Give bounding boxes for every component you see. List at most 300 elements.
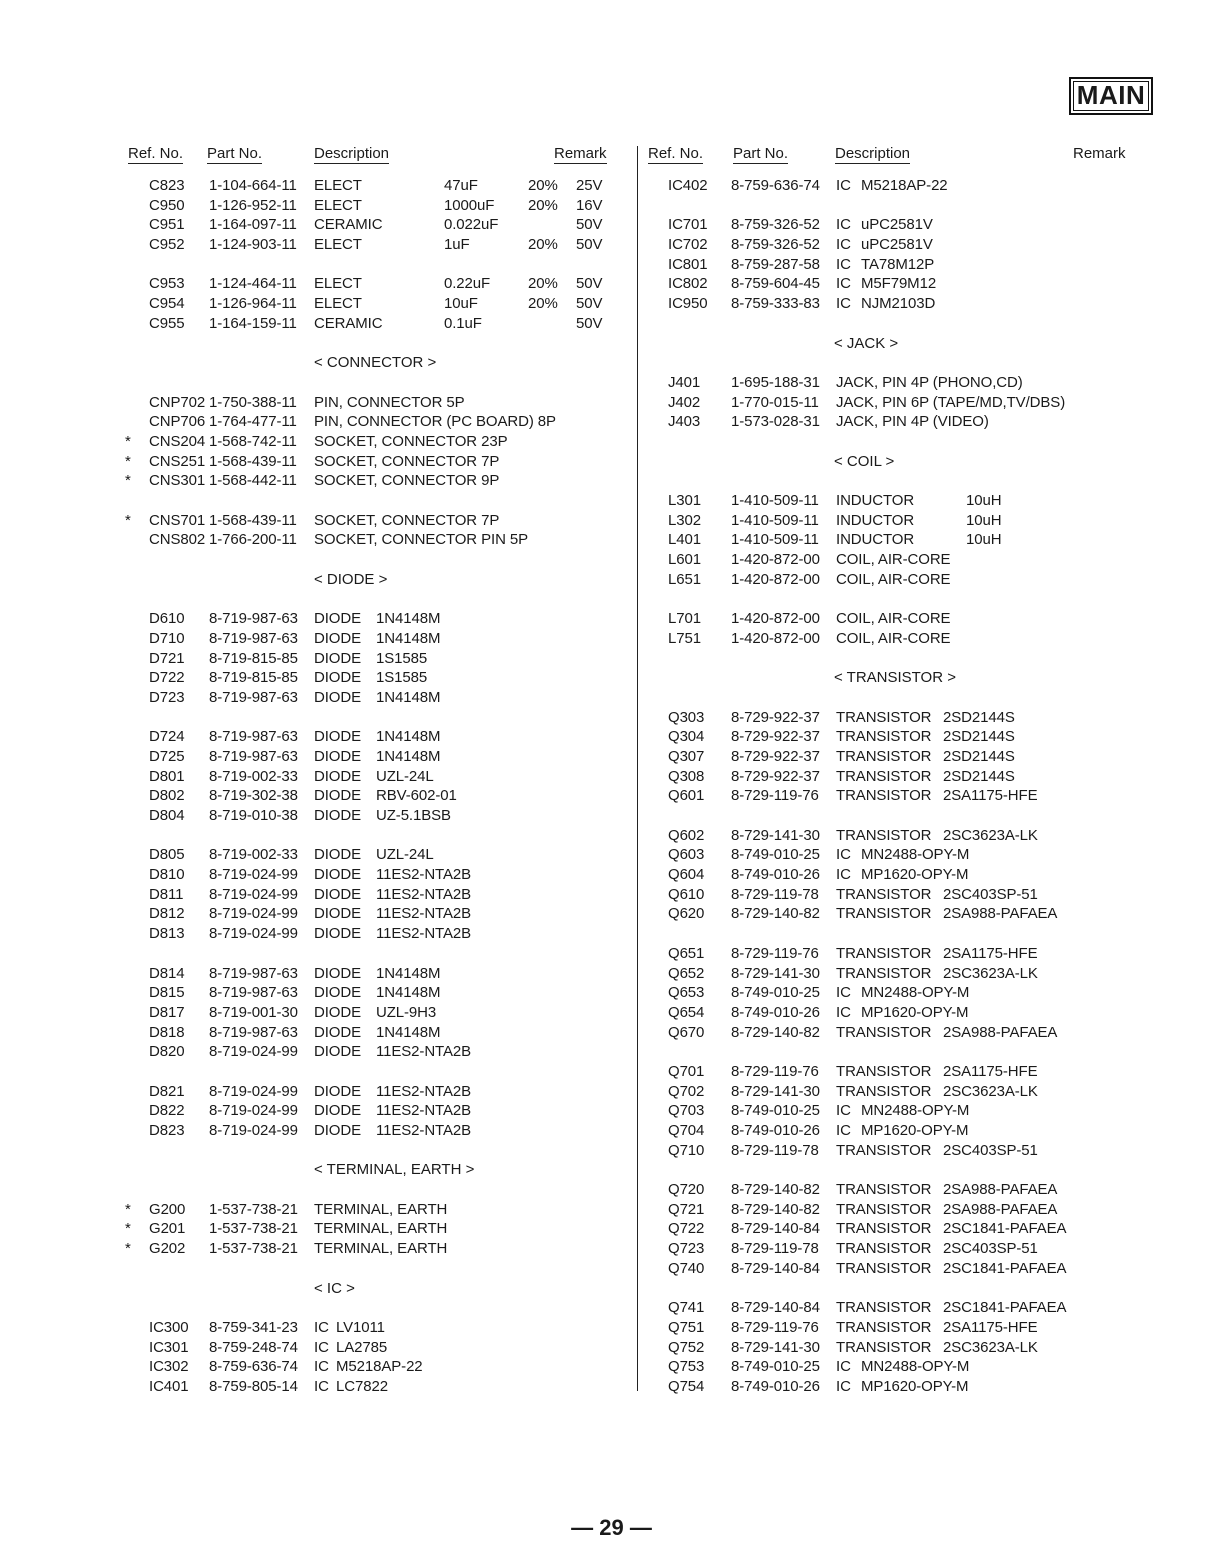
type: 11ES2-NTA2B <box>376 1082 472 1100</box>
ref-no: D810 <box>149 866 185 884</box>
ref-no: CNP702 <box>149 393 206 411</box>
transistor-type: 2SC403SP-51 <box>943 1240 1038 1258</box>
safety-mark: * <box>125 1240 131 1258</box>
parts-row <box>640 1200 1160 1220</box>
ref-no: G200 <box>149 1200 186 1218</box>
type: 11ES2-NTA2B <box>376 1102 472 1120</box>
part-no: 8-749-010-25 <box>731 846 820 864</box>
description: JACK, PIN 6P (TAPE/MD,TV/DBS) <box>836 393 1066 411</box>
part-no: 8-719-987-63 <box>209 688 298 706</box>
parts-row <box>120 904 618 924</box>
ref-no: D812 <box>149 905 185 923</box>
description: JACK, PIN 4P (VIDEO) <box>836 413 989 431</box>
parts-column-right <box>640 142 1160 1397</box>
description: PIN, CONNECTOR (PC BOARD) 8P <box>314 413 556 431</box>
description: DIODE <box>314 866 362 884</box>
type: 11ES2-NTA2B <box>376 885 472 903</box>
part-no: 8-749-010-25 <box>731 1102 820 1120</box>
part-no: 8-729-119-78 <box>731 1240 819 1258</box>
type: UZL-9H3 <box>376 1003 437 1021</box>
parts-row <box>640 708 1160 728</box>
part-no: 1-537-738-21 <box>209 1240 298 1258</box>
ref-no: D725 <box>149 747 185 765</box>
parts-row <box>640 1219 1160 1239</box>
section-heading <box>120 570 618 590</box>
description: ELECT <box>314 196 362 214</box>
type: 11ES2-NTA2B <box>376 925 472 943</box>
description: DIODE <box>314 1102 362 1120</box>
parts-row <box>120 1003 618 1023</box>
part-no: 8-719-002-33 <box>209 767 298 785</box>
ref-no: D722 <box>149 669 185 687</box>
transistor-type: 2SA988-PAFAEA <box>943 1181 1058 1199</box>
parts-row <box>120 1377 618 1397</box>
ref-no: Q620 <box>668 905 705 923</box>
part-no: 8-719-024-99 <box>209 1122 298 1139</box>
header-ref-no: Ref. No. <box>648 145 704 162</box>
ref-no: L751 <box>668 629 701 647</box>
ref-no: D723 <box>149 688 185 706</box>
parts-row <box>120 1239 618 1259</box>
ref-no: D801 <box>149 767 185 785</box>
description: ELECT <box>314 236 362 254</box>
ref-no: Q740 <box>668 1259 705 1277</box>
description: TRANSISTOR <box>836 1181 932 1199</box>
ref-no: IC301 <box>149 1338 189 1356</box>
section-heading <box>120 1160 618 1180</box>
parts-row <box>640 964 1160 984</box>
description: TRANSISTOR <box>836 1220 932 1238</box>
ref-no: C955 <box>149 314 185 332</box>
section-heading-text: < TRANSISTOR > <box>834 669 956 687</box>
ref-no: Q603 <box>668 846 705 864</box>
part-no: 1-126-952-11 <box>209 196 297 214</box>
remark: 16V <box>576 196 603 214</box>
part-no: 8-729-922-37 <box>731 747 820 765</box>
description: TERMINAL, EARTH <box>314 1240 448 1258</box>
ref-no: IC302 <box>149 1358 189 1376</box>
part-no: 8-729-140-82 <box>731 1023 820 1041</box>
type: 1S1585 <box>376 649 428 667</box>
part-no: 1-766-200-11 <box>209 531 297 549</box>
row-spacer <box>120 1062 618 1082</box>
parts-row <box>640 1062 1160 1082</box>
parts-row <box>120 511 618 531</box>
transistor-type: 2SA988-PAFAEA <box>943 1200 1058 1218</box>
description: TERMINAL, EARTH <box>314 1220 448 1238</box>
description: TRANSISTOR <box>836 708 932 726</box>
part-no: 1-124-903-11 <box>209 236 297 254</box>
part-no: 1-104-664-11 <box>209 177 297 194</box>
remark: 50V <box>576 216 603 234</box>
description: SOCKET, CONNECTOR 9P <box>314 472 500 490</box>
ref-no: L601 <box>668 551 701 569</box>
parts-row <box>120 924 618 944</box>
parts-row <box>120 1338 618 1358</box>
type: 11ES2-NTA2B <box>376 905 472 923</box>
description: TRANSISTOR <box>836 905 932 923</box>
parts-row <box>640 767 1160 787</box>
part-no: 8-719-302-38 <box>209 787 298 805</box>
transistor-type: 2SD2144S <box>943 747 1015 765</box>
ref-no: Q304 <box>668 728 705 746</box>
ic-type: MN2488-OPY-M <box>861 1358 970 1376</box>
ref-no: D823 <box>149 1122 185 1139</box>
header-part-no: Part No. <box>733 145 789 162</box>
ref-no: Q701 <box>668 1062 705 1080</box>
header-part-no: Part No. <box>207 145 263 162</box>
ref-no: J401 <box>668 373 701 391</box>
ref-no: D822 <box>149 1102 185 1120</box>
transistor-type: 2SA1175-HFE <box>943 1062 1038 1080</box>
part-no: 8-719-987-63 <box>209 747 298 765</box>
parts-row <box>640 1357 1160 1377</box>
part-no: 1-420-872-00 <box>731 551 820 569</box>
parts-row <box>640 865 1160 885</box>
parts-row <box>120 747 618 767</box>
ref-no: C950 <box>149 196 185 214</box>
parts-row <box>640 826 1160 846</box>
part-no: 8-759-636-74 <box>209 1358 298 1376</box>
parts-row <box>120 727 618 747</box>
description: PIN, CONNECTOR 5P <box>314 393 465 411</box>
description: SOCKET, CONNECTOR 7P <box>314 452 500 470</box>
description: IC <box>836 984 851 1002</box>
ref-no: Q751 <box>668 1318 705 1336</box>
header-description: Description <box>835 145 911 162</box>
tolerance: 20% <box>528 236 558 254</box>
row-spacer <box>120 826 618 846</box>
description: COIL, AIR-CORE <box>836 629 951 647</box>
part-no: 8-719-024-99 <box>209 885 298 903</box>
ref-no: IC401 <box>149 1377 189 1395</box>
type: 1N4148M <box>376 1023 441 1041</box>
parts-row <box>120 215 618 235</box>
description: TRANSISTOR <box>836 1338 932 1356</box>
description: CERAMIC <box>314 216 383 234</box>
row-spacer <box>640 589 1160 609</box>
section-heading <box>120 353 618 373</box>
description: DIODE <box>314 728 362 746</box>
ref-no: L651 <box>668 570 701 588</box>
ref-no: Q754 <box>668 1377 705 1395</box>
type: UZL-24L <box>376 846 434 864</box>
description: DIODE <box>314 1003 362 1021</box>
row-spacer <box>120 708 618 728</box>
part-no: 1-568-442-11 <box>209 472 297 490</box>
ref-no: Q652 <box>668 964 705 982</box>
part-no: 1-164-097-11 <box>209 216 297 234</box>
ref-no: Q601 <box>668 787 705 805</box>
description: DIODE <box>314 885 362 903</box>
description: TRANSISTOR <box>836 1240 932 1258</box>
part-no: 8-749-010-26 <box>731 1122 820 1139</box>
safety-mark: * <box>125 472 131 490</box>
parts-row <box>640 1101 1160 1121</box>
value: 0.22uF <box>444 275 491 293</box>
safety-mark: * <box>125 1200 131 1218</box>
part-no: 1-410-509-11 <box>731 511 819 529</box>
ref-no: C823 <box>149 177 185 194</box>
description: DIODE <box>314 1122 362 1139</box>
ref-no: Q710 <box>668 1141 705 1159</box>
parts-row <box>640 1082 1160 1102</box>
tolerance: 20% <box>528 295 558 313</box>
description: TRANSISTOR <box>836 1259 932 1277</box>
section-heading-text: < CONNECTOR > <box>314 354 437 372</box>
part-no: 8-729-140-82 <box>731 1181 820 1199</box>
part-no: 8-719-024-99 <box>209 1082 298 1100</box>
parts-row <box>640 904 1160 924</box>
ref-no: Q604 <box>668 866 705 884</box>
description: DIODE <box>314 807 362 824</box>
description: TRANSISTOR <box>836 1318 932 1336</box>
value: 10uH <box>966 531 1002 549</box>
transistor-type: 2SD2144S <box>943 708 1015 726</box>
section-heading <box>640 668 1160 688</box>
part-no: 8-729-140-84 <box>731 1299 820 1317</box>
transistor-type: 2SC403SP-51 <box>943 1141 1038 1159</box>
ic-type: MN2488-OPY-M <box>861 846 970 864</box>
part-no: 8-759-333-83 <box>731 295 820 313</box>
parts-row <box>120 767 618 787</box>
part-no: 1-537-738-21 <box>209 1200 298 1218</box>
parts-list-right <box>640 176 1160 1397</box>
ic-type: M5218AP-22 <box>336 1358 423 1376</box>
header-remark: Remark <box>554 145 607 162</box>
parts-row <box>640 629 1160 649</box>
parts-row <box>640 550 1160 570</box>
description: IC <box>836 1122 851 1139</box>
ref-no: Q303 <box>668 708 705 726</box>
transistor-type: 2SA988-PAFAEA <box>943 1023 1058 1041</box>
ref-no: G201 <box>149 1220 186 1238</box>
description: TRANSISTOR <box>836 1082 932 1100</box>
type: 1N4148M <box>376 747 441 765</box>
description: COIL, AIR-CORE <box>836 610 951 628</box>
ref-no: D811 <box>149 885 184 903</box>
row-spacer <box>120 1259 618 1279</box>
parts-row <box>120 1318 618 1338</box>
row-spacer <box>120 550 618 570</box>
ic-type: LC7822 <box>336 1377 388 1395</box>
ref-no: Q670 <box>668 1023 705 1041</box>
type: 1N4148M <box>376 610 441 628</box>
ref-no: Q720 <box>668 1181 705 1199</box>
row-spacer <box>640 649 1160 669</box>
part-no: 8-719-024-99 <box>209 866 298 884</box>
row-spacer <box>640 1160 1160 1180</box>
description: IC <box>836 216 851 234</box>
parts-row <box>640 1318 1160 1338</box>
parts-row <box>120 649 618 669</box>
ic-type: MP1620-OPY-M <box>861 1003 969 1021</box>
parts-row <box>120 530 618 550</box>
transistor-type: 2SA1175-HFE <box>943 1318 1038 1336</box>
section-heading <box>120 1279 618 1299</box>
ref-no: IC802 <box>668 275 708 293</box>
parts-row <box>640 845 1160 865</box>
description: TRANSISTOR <box>836 1299 932 1317</box>
row-spacer <box>640 471 1160 491</box>
row-spacer <box>120 944 618 964</box>
part-no: 8-719-987-63 <box>209 984 298 1002</box>
row-spacer <box>120 334 618 354</box>
description: INDUCTOR <box>836 511 915 529</box>
part-no: 8-719-024-99 <box>209 905 298 923</box>
parts-list-left <box>120 176 618 1397</box>
description: IC <box>836 1377 851 1395</box>
transistor-type: 2SD2144S <box>943 728 1015 746</box>
transistor-type: 2SD2144S <box>943 767 1015 785</box>
ref-no: D721 <box>149 649 185 667</box>
part-no: 8-749-010-26 <box>731 1003 820 1021</box>
type: 1N4148M <box>376 688 441 706</box>
type: 11ES2-NTA2B <box>376 1122 472 1139</box>
parts-row <box>120 1357 618 1377</box>
parts-row <box>640 609 1160 629</box>
part-no: 1-420-872-00 <box>731 629 820 647</box>
part-no: 8-719-024-99 <box>209 1043 298 1061</box>
description: DIODE <box>314 688 362 706</box>
description: ELECT <box>314 275 362 293</box>
parts-row <box>120 629 618 649</box>
description: TRANSISTOR <box>836 1023 932 1041</box>
ref-no: C952 <box>149 236 185 254</box>
parts-row <box>120 865 618 885</box>
description: TRANSISTOR <box>836 1200 932 1218</box>
parts-row <box>120 274 618 294</box>
ref-no: Q653 <box>668 984 705 1002</box>
ref-no: Q723 <box>668 1240 705 1258</box>
description: IC <box>314 1377 329 1395</box>
description: TRANSISTOR <box>836 944 932 962</box>
part-no: 8-729-141-30 <box>731 964 820 982</box>
parts-row <box>640 1180 1160 1200</box>
header-remark: Remark <box>1073 145 1126 162</box>
part-no: 1-126-964-11 <box>209 295 297 313</box>
ref-no: D724 <box>149 728 185 746</box>
type: 1S1585 <box>376 669 428 687</box>
part-no: 8-729-119-76 <box>731 1318 819 1336</box>
transistor-type: 2SC3623A-LK <box>943 964 1038 982</box>
part-no: 8-729-119-78 <box>731 885 819 903</box>
parts-row <box>120 786 618 806</box>
parts-row <box>640 255 1160 275</box>
parts-row <box>120 964 618 984</box>
part-no: 8-719-024-99 <box>209 925 298 943</box>
type: 1N4148M <box>376 984 441 1002</box>
ref-no: L302 <box>668 511 701 529</box>
part-no: 8-729-141-30 <box>731 826 820 844</box>
description: TRANSISTOR <box>836 826 932 844</box>
ref-no: CNS251 <box>149 452 206 470</box>
parts-row <box>640 747 1160 767</box>
value: 10uH <box>966 492 1002 509</box>
ref-no: D802 <box>149 787 185 805</box>
parts-row <box>120 471 618 491</box>
parts-row <box>120 196 618 216</box>
row-spacer <box>640 314 1160 334</box>
ic-type: TA78M12P <box>861 255 935 273</box>
safety-mark: * <box>125 452 131 470</box>
part-no: 1-410-509-11 <box>731 531 819 549</box>
parts-row <box>640 274 1160 294</box>
description: TRANSISTOR <box>836 1141 932 1159</box>
description: TRANSISTOR <box>836 767 932 785</box>
part-no: 1-420-872-00 <box>731 570 820 588</box>
parts-row <box>120 1042 618 1062</box>
parts-row <box>640 1298 1160 1318</box>
parts-row <box>120 412 618 432</box>
parts-row <box>120 885 618 905</box>
remark: 50V <box>576 295 603 313</box>
part-no: 8-719-001-30 <box>209 1003 298 1021</box>
parts-row <box>640 530 1160 550</box>
part-no: 8-729-140-82 <box>731 1200 820 1218</box>
ref-no: Q721 <box>668 1200 705 1218</box>
part-no: 8-749-010-25 <box>731 1358 820 1376</box>
description: COIL, AIR-CORE <box>836 570 951 588</box>
section-heading-text: < DIODE > <box>314 570 388 588</box>
transistor-type: 2SC1841-PAFAEA <box>943 1259 1067 1277</box>
part-no: 8-729-922-37 <box>731 728 820 746</box>
part-no: 8-749-010-26 <box>731 1377 820 1395</box>
remark: 50V <box>576 275 603 293</box>
description: IC <box>836 1003 851 1021</box>
ref-no: D821 <box>149 1082 185 1100</box>
description: DIODE <box>314 629 362 647</box>
row-spacer <box>640 353 1160 373</box>
tolerance: 20% <box>528 275 558 293</box>
ref-no: Q308 <box>668 767 705 785</box>
part-no: 8-729-922-37 <box>731 767 820 785</box>
part-no: 8-759-326-52 <box>731 236 820 254</box>
row-spacer <box>120 589 618 609</box>
description: IC <box>836 177 851 194</box>
description: DIODE <box>314 610 362 628</box>
header-description: Description <box>314 145 390 162</box>
value: 10uH <box>966 511 1002 529</box>
ic-type: MP1620-OPY-M <box>861 1122 969 1139</box>
value: 47uF <box>444 177 478 194</box>
description: TRANSISTOR <box>836 787 932 805</box>
description: IC <box>836 1358 851 1376</box>
part-no: 8-719-024-99 <box>209 1102 298 1120</box>
parts-row <box>120 1219 618 1239</box>
description: COIL, AIR-CORE <box>836 551 951 569</box>
part-no: 8-729-141-30 <box>731 1082 820 1100</box>
ref-no: CNS701 <box>149 511 206 529</box>
description: DIODE <box>314 649 362 667</box>
part-no: 8-729-140-82 <box>731 905 820 923</box>
part-no: 1-568-439-11 <box>209 511 297 529</box>
value: 1uF <box>444 236 470 254</box>
ref-no: G202 <box>149 1240 186 1258</box>
safety-mark: * <box>125 511 131 529</box>
part-no: 8-719-815-85 <box>209 669 298 687</box>
row-spacer <box>120 1180 618 1200</box>
ref-no: Q702 <box>668 1082 705 1100</box>
ic-type: M5F79M12 <box>861 275 937 293</box>
transistor-type: 2SC403SP-51 <box>943 885 1038 903</box>
description: DIODE <box>314 905 362 923</box>
ref-no: Q651 <box>668 944 705 962</box>
safety-mark: * <box>125 432 131 450</box>
ref-no: L701 <box>668 610 701 628</box>
parts-row <box>120 393 618 413</box>
column-divider <box>637 146 638 1391</box>
